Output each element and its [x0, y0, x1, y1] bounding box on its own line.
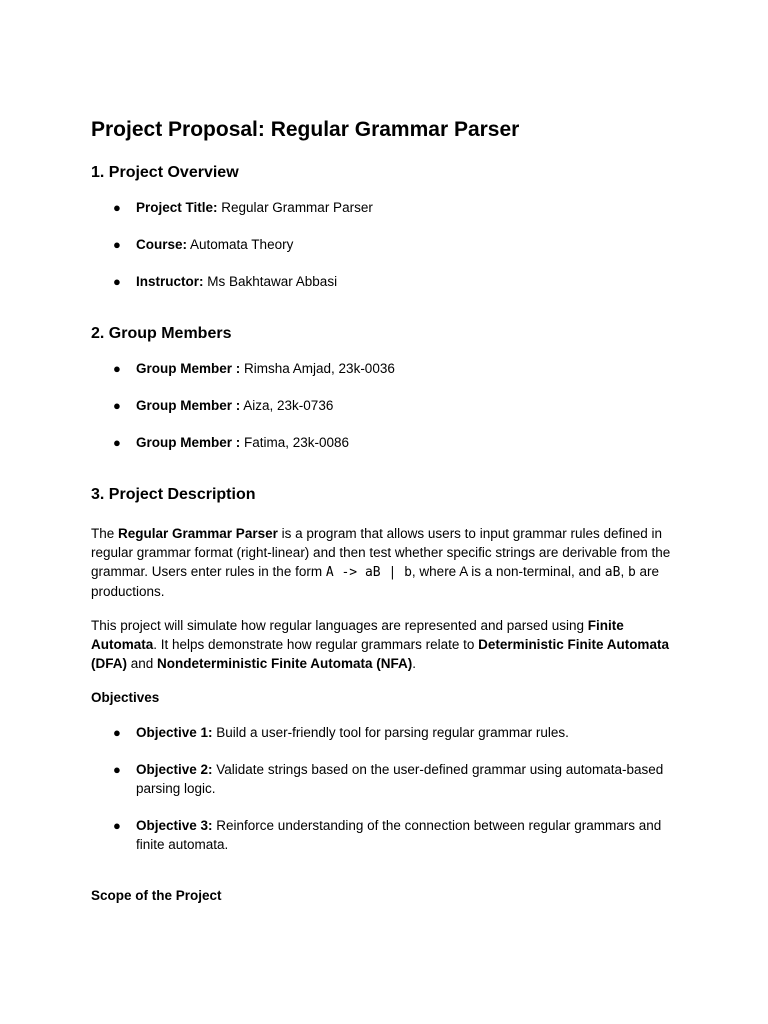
text-run: and: [127, 656, 158, 671]
text-run: , where A is a non-terminal, and: [411, 564, 605, 579]
bullet-icon: ●: [113, 725, 121, 740]
section-heading-overview: 1. Project Overview: [91, 164, 239, 181]
code-run: A -> aB | b: [325, 565, 412, 580]
bold-run: Deterministic Finite Automata (DFA): [91, 637, 669, 671]
list-item: [91, 235, 691, 254]
document-title: Project Proposal: Regular Grammar Parser: [91, 118, 520, 141]
item-value: Reinforce understanding of the connection between regular grammars and finite automata.: [136, 818, 662, 852]
text-run: This project will simulate how regular languages are represented and parsed using: [91, 618, 588, 633]
members-list: [91, 359, 691, 452]
section-heading-description: 3. Project Description: [91, 486, 256, 503]
item-value: Aiza, 23k-0736: [240, 398, 334, 413]
objectives-list: [91, 723, 691, 854]
item-label: Objective 1:: [136, 725, 213, 740]
bold-run: Finite Automata: [91, 618, 624, 652]
item-value: Build a user-friendly tool for parsing regular grammar rules.: [212, 725, 569, 740]
bullet-icon: ●: [113, 762, 121, 777]
item-value: Automata Theory: [187, 237, 294, 252]
list-item: [91, 396, 691, 415]
bullet-icon: ●: [113, 398, 121, 413]
scope-heading: Scope of the Project: [91, 888, 222, 903]
text-run: is a program that allows users to input grammar rules defined in regular grammar format (right-linear) and then test whether specific strings are derivable from the grammar. Users enter rules in the form: [91, 526, 671, 579]
item-label: Group Member :: [136, 398, 241, 413]
bullet-icon: ●: [113, 274, 121, 289]
item-label: Project Title:: [136, 200, 218, 215]
section-heading-members: 2. Group Members: [91, 325, 232, 342]
objectives-heading: Objectives: [91, 690, 160, 705]
list-item: [91, 816, 691, 854]
text-run: .: [412, 656, 417, 671]
list-item: [91, 198, 691, 217]
item-label: Objective 2:: [136, 762, 213, 777]
description-paragraph: [91, 524, 691, 601]
item-label: Instructor:: [136, 274, 204, 289]
bullet-icon: ●: [113, 237, 121, 252]
list-item: [91, 433, 691, 452]
item-label: Course:: [136, 237, 188, 252]
bold-run: Nondeterministic Finite Automata (NFA): [157, 656, 413, 671]
item-value: Validate strings based on the user-defined grammar using automata-based parsing logic.: [136, 762, 664, 796]
item-label: Group Member :: [136, 361, 241, 376]
list-item: [91, 272, 691, 291]
item-value: Rimsha Amjad, 23k-0036: [240, 361, 395, 376]
text-run: ,: [620, 564, 628, 579]
bullet-icon: ●: [113, 435, 121, 450]
bullet-icon: ●: [113, 818, 121, 833]
item-value: Fatima, 23k-0086: [240, 435, 350, 450]
code-run: aB: [604, 565, 621, 580]
overview-list: [91, 198, 691, 291]
text-run: The: [91, 526, 119, 541]
item-value: Regular Grammar Parser: [217, 200, 373, 215]
item-label: Objective 3:: [136, 818, 213, 833]
bullet-icon: ●: [113, 200, 121, 215]
text-run: . It helps demonstrate how regular grammars relate to: [153, 637, 479, 652]
code-run: b: [627, 565, 636, 580]
item-value: Ms Bakhtawar Abbasi: [203, 274, 338, 289]
list-item: [91, 359, 691, 378]
item-label: Group Member :: [136, 435, 241, 450]
document-content: [91, 116, 691, 905]
bold-run: Regular Grammar Parser: [118, 526, 278, 541]
list-item: [91, 723, 691, 742]
bullet-icon: ●: [113, 361, 121, 376]
list-item: [91, 760, 691, 798]
description-paragraph: [91, 616, 691, 673]
text-run: are productions.: [91, 564, 660, 599]
